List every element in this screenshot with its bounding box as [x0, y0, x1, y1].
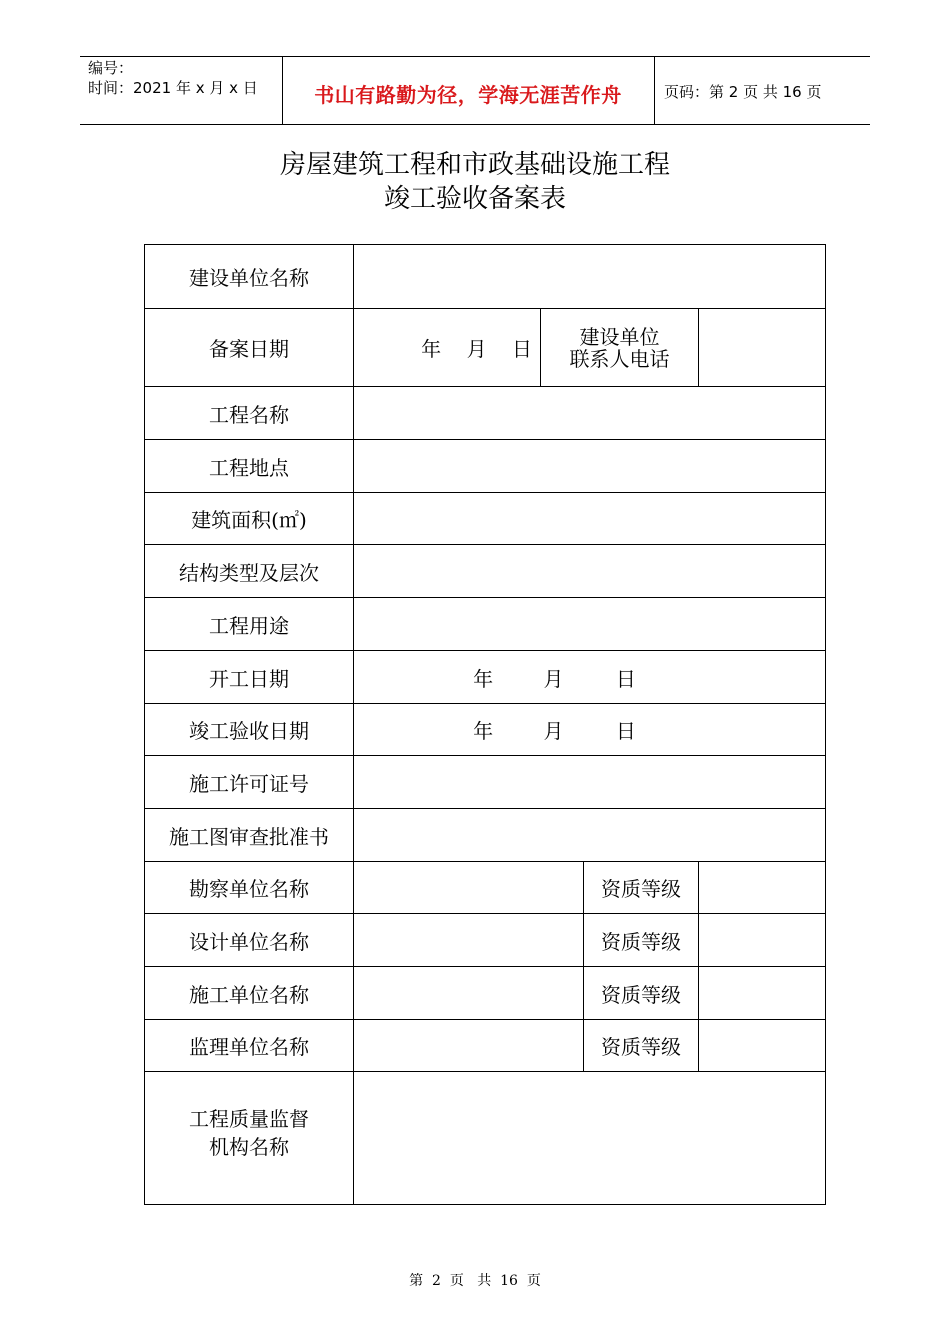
- quality-agency-label-line1: 工程质量监督: [189, 1107, 309, 1131]
- table-row: [145, 862, 826, 914]
- project-name-value[interactable]: [354, 387, 826, 440]
- project-use-label: 工程用途: [145, 598, 354, 651]
- construction-permit-label: 施工许可证号: [145, 756, 354, 809]
- record-date-label: 备案日期: [145, 309, 354, 387]
- table-row: [145, 545, 826, 598]
- project-location-label: 工程地点: [145, 440, 354, 493]
- project-location-value[interactable]: [354, 440, 826, 493]
- table-row: [145, 1072, 826, 1205]
- start-date-year: 年: [473, 666, 494, 691]
- builder-name-label: 建设单位名称: [145, 245, 354, 309]
- construction-unit-value[interactable]: [354, 967, 584, 1020]
- construction-permit-value[interactable]: [354, 756, 826, 809]
- quality-agency-value[interactable]: [354, 1072, 826, 1205]
- structure-type-value[interactable]: [354, 545, 826, 598]
- builder-contact-value[interactable]: [699, 309, 826, 387]
- design-unit-label: 设计单位名称: [145, 914, 354, 967]
- design-unit-value[interactable]: [354, 914, 584, 967]
- construction-qualification-value[interactable]: [699, 967, 826, 1020]
- floor-area-value[interactable]: [354, 493, 826, 545]
- table-row: [145, 440, 826, 493]
- design-qualification-value[interactable]: [699, 914, 826, 967]
- start-date-value[interactable]: [354, 651, 826, 704]
- survey-unit-value[interactable]: [354, 862, 584, 914]
- structure-type-label: 结构类型及层次: [145, 545, 354, 598]
- drawing-approval-label: 施工图审查批准书: [145, 809, 354, 862]
- page-footer: 第 2 页 共 16 页: [409, 1273, 541, 1289]
- floor-area-label: 建筑面积(㎡): [145, 493, 354, 545]
- supervision-unit-value[interactable]: [354, 1020, 584, 1072]
- completion-date-day: 日: [615, 719, 636, 743]
- record-date-value[interactable]: [354, 309, 541, 387]
- completion-date-label: 竣工验收日期: [145, 704, 354, 756]
- record-form-table: [144, 244, 826, 1205]
- page-info: 页码：第 2 页 共 16 页: [664, 83, 822, 101]
- table-row: [145, 493, 826, 545]
- document-title-line2: 竣工验收备案表: [383, 184, 566, 214]
- project-use-value[interactable]: [354, 598, 826, 651]
- builder-contact-label: [541, 309, 699, 387]
- project-name-label: 工程名称: [145, 387, 354, 440]
- table-row: [145, 598, 826, 651]
- builder-contact-label-line2: 联系人电话: [569, 346, 670, 371]
- survey-qualification-value[interactable]: [699, 862, 826, 914]
- construction-qualification-label: 资质等级: [584, 967, 699, 1020]
- document-title-line1: 房屋建筑工程和市政基础设施工程: [279, 150, 670, 180]
- quality-agency-label-line2: 机构名称: [209, 1135, 289, 1159]
- table-row: [145, 704, 826, 756]
- supervision-qualification-value[interactable]: [699, 1020, 826, 1072]
- quality-agency-label: [145, 1072, 354, 1205]
- completion-date-month: 月: [543, 719, 564, 743]
- supervision-unit-label: 监理单位名称: [145, 1020, 354, 1072]
- start-date-day: 日: [615, 666, 636, 691]
- table-row: [145, 809, 826, 862]
- supervision-qualification-label: 资质等级: [584, 1020, 699, 1072]
- design-qualification-label: 资质等级: [584, 914, 699, 967]
- header-motto: 书山有路勤为径，学海无涯苦作舟: [314, 83, 622, 107]
- document-time-label: 时间：2021 年 x 月 x 日: [88, 79, 258, 97]
- completion-date-year: 年: [473, 719, 494, 743]
- table-row: [145, 245, 826, 309]
- construction-unit-label: 施工单位名称: [145, 967, 354, 1020]
- drawing-approval-value[interactable]: [354, 809, 826, 862]
- header-top-rule: [80, 56, 870, 57]
- record-date-text: 年 月 日: [421, 337, 532, 361]
- builder-contact-label-line1: 建设单位: [579, 324, 660, 349]
- table-row: [145, 756, 826, 809]
- start-date-month: 月: [543, 666, 564, 691]
- header-bottom-rule: [80, 124, 870, 125]
- survey-qualification-label: 资质等级: [584, 862, 699, 914]
- document-number-label: 编号：: [88, 59, 134, 77]
- table-row: [145, 1020, 826, 1072]
- table-row: [145, 309, 826, 387]
- builder-name-value[interactable]: [354, 245, 826, 309]
- header-divider-right: [654, 57, 655, 124]
- table-row: [145, 387, 826, 440]
- table-row: [145, 967, 826, 1020]
- table-row: [145, 651, 826, 704]
- survey-unit-label: 勘察单位名称: [145, 862, 354, 914]
- completion-date-value[interactable]: [354, 704, 826, 756]
- table-row: [145, 914, 826, 967]
- start-date-label: 开工日期: [145, 651, 354, 704]
